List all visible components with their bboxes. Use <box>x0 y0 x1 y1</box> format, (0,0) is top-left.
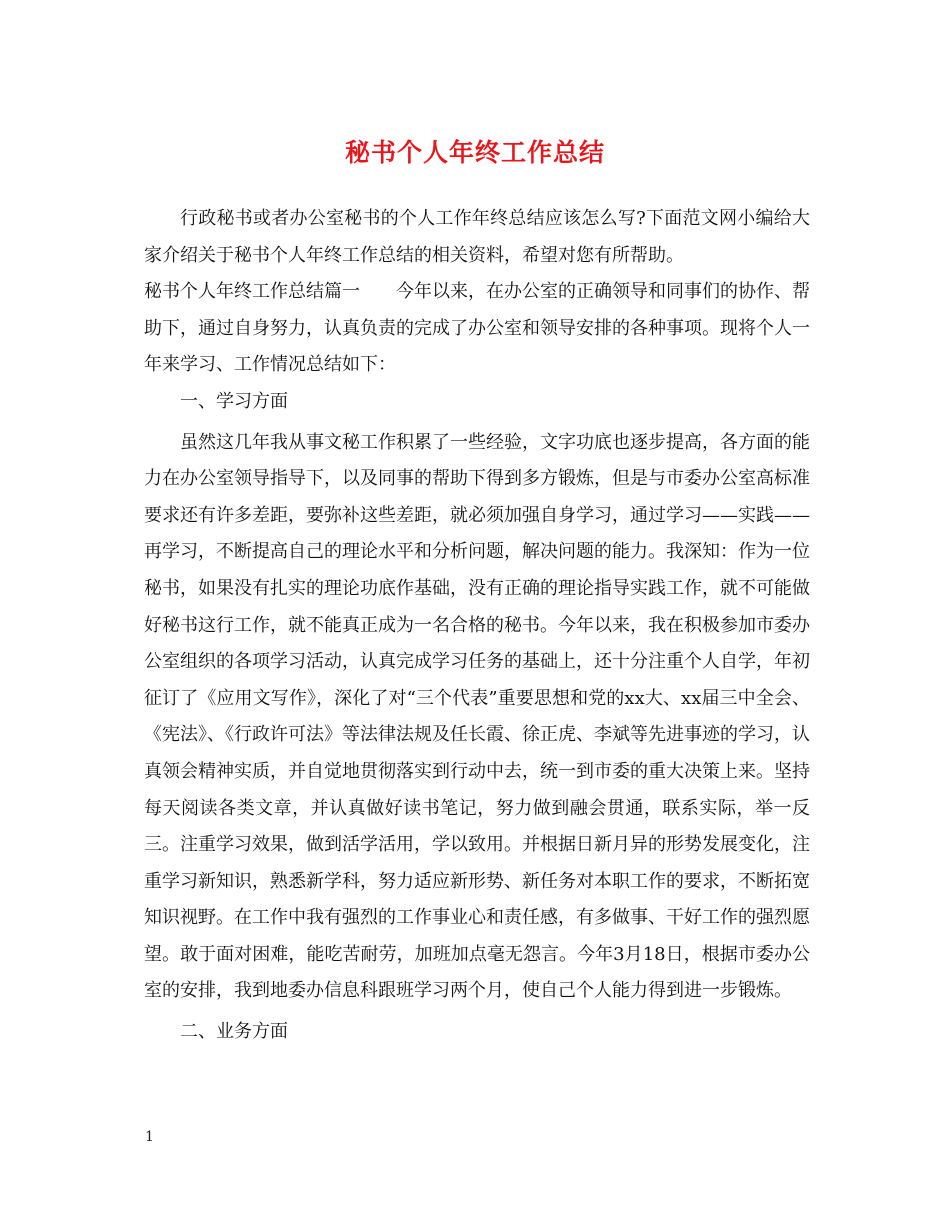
page-number: 1 <box>145 1129 154 1145</box>
section-heading-business: 二、业务方面 <box>180 1021 288 1043</box>
section-heading-study: 一、学习方面 <box>180 390 288 412</box>
document-title: 秘书个人年终工作总结 <box>344 138 605 167</box>
document-body <box>144 201 810 1051</box>
paragraph-intro: 行政秘书或者办公室秘书的个人工作年终总结应该怎么写?下面范文网小编给大家介绍关于秘书个人年终工作总结的相关资料，希望对您有所帮助。 <box>144 208 810 266</box>
paragraph-study: 虽然这几年我从事文秘工作积累了一些经验，文字功底也逐步提高，各方面的能力在办公室领导指导下，以及同事的帮助下得到多方锻炼，但是与市委办公室高标准要求还有许多差距，要弥补这些差距，就必须加强自身学习，通过学习——实践——再学习，不断提高自己的理论水平和分析问题，解决问题的能力。我深知：作为一位秘书，如果没有扎实的理论功底作基础，没有正确的理论指导实践工作，就不可能做好秘书这行工作，就不能真正成为一名合格的秘书。今年以来，我在积极参加市委办公室组织的各项学习活动，认真完成学习任务的基础上，还十分注重个人自学，年初征订了《应用文写作》，深化了对“三个代表”重要思想和党的xx大、xx届三中全会、《宪法》、《行政许可法》等法律法规及任长霞、徐正虎、李斌等先进事迹的学习，认真领会精神实质，并自觉地贯彻落实到行动中去，统一到市委的重大决策上来。坚持每天阅读各类文章，并认真做好读书笔记，努力做到融会贯通，联系实际，举一反三。注重学习效果，做到活学活用，学以致用。并根据日新月异的形势发展变化，注重学习新知识，熟悉新学科，努力适应新形势、新任务对本职工作的要求，不断拓宽知识视野。在工作中我有强烈的工作事业心和责任感，有多做事、干好工作的强烈愿望。敢于面对困难，能吃苦耐劳，加班加点毫无怨言。今年3月18日，根据市委办公室的安排，我到地委办信息科跟班学习两个月，使自己个人能力得到进一步锻炼。 <box>144 431 810 1002</box>
paragraph-part-one-opening: 秘书个人年终工作总结篇一 今年以来，在办公室的正确领导和同事们的协作、帮助下，通过自身努力，认真负责的完成了办公室和领导安排的各种事项。现将个人一年来学习、工作情况总结如下： <box>144 281 810 376</box>
